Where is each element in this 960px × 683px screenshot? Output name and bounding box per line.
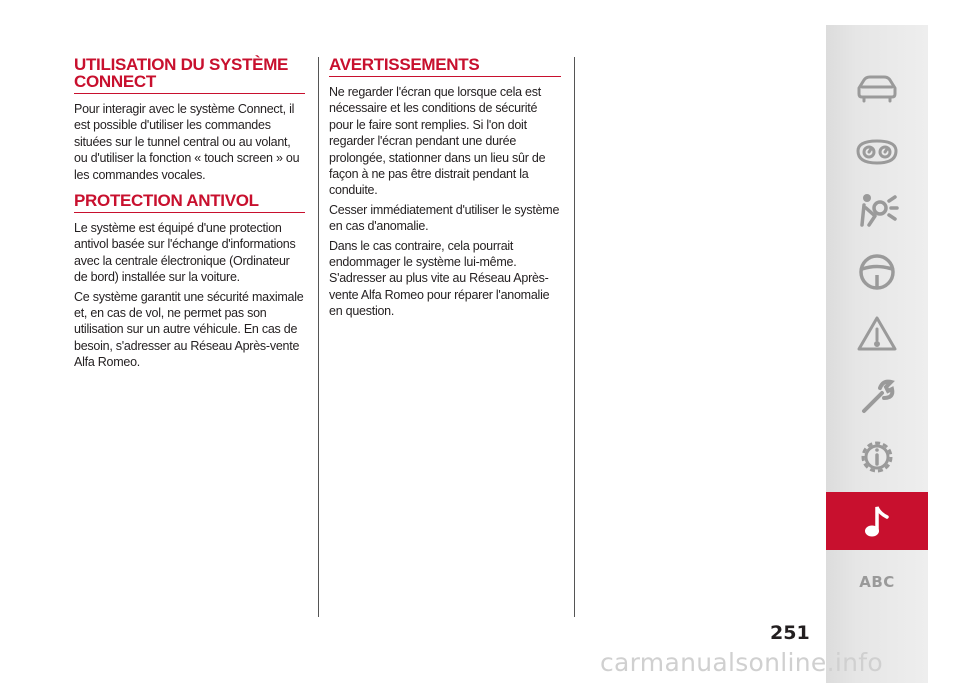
- paragraph: Dans le cas contraire, cela pourrait endommager le système lui-même. S'adresser au plus vite au Réseau Après-vente Alfa Romeo pour réparer l'anomalie en question.: [329, 238, 550, 319]
- paragraph: Pour interagir avec le système Connect, il est possible d'utiliser les commandes situées sur le tunnel central ou au volant, ou d'utiliser la fonction « touch screen » ou les commandes vocales.: [74, 102, 300, 182]
- left-column: [74, 56, 305, 374]
- paragraph: Le système est équipé d'une protection antivol basée sur l'échange d'informations avec la centrale électronique (Ordinateur de bord) installée sur la voiture.: [74, 221, 296, 285]
- paragraph: Cesser immédiatement d'utiliser le système en cas d'anomalie.: [329, 202, 560, 234]
- abc-index[interactable]: [826, 553, 928, 611]
- watermark: carmanualsonline.info: [600, 648, 883, 677]
- section-body-avertissements: [329, 84, 561, 320]
- section-title-connect: UTILISATION DU SYSTÈME CONNECT: [74, 56, 305, 94]
- music-note-icon[interactable]: [826, 492, 928, 550]
- car-icon[interactable]: [826, 60, 928, 118]
- wrench-icon[interactable]: [826, 368, 928, 426]
- section-title-avertissements: AVERTISSEMENTS: [329, 56, 561, 77]
- column-divider: [318, 57, 319, 617]
- middle-column: [329, 56, 561, 323]
- column-divider: [574, 57, 575, 617]
- warning-triangle-icon[interactable]: [826, 305, 928, 363]
- section-body-connect: [74, 101, 305, 183]
- steering-wheel-icon[interactable]: [826, 243, 928, 301]
- gear-info-icon[interactable]: [826, 428, 928, 486]
- dashboard-icon[interactable]: [826, 123, 928, 181]
- paragraph: Ne regarder l'écran que lorsque cela est nécessaire et les conditions de sécurité pour le faire sont remplies. Si l'on doit regarder l'écran pendant une durée prolongée, stationner dans un lieu sûr de façon à ne pas être distrait pendant la conduite.: [329, 85, 546, 198]
- section-title-antivol: PROTECTION ANTIVOL: [74, 192, 305, 213]
- chapter-sidebar: [826, 25, 928, 683]
- paragraph: Ce système garantit une sécurité maximale et, en cas de vol, ne permet pas son utilisation sur un autre véhicule. En cas de besoin, s'adresser au Réseau Après-vente Alfa Romeo.: [74, 289, 304, 370]
- section-body-antivol: [74, 220, 305, 371]
- airbag-seat-icon[interactable]: [826, 182, 928, 240]
- abc-label: ABC: [859, 573, 895, 591]
- page-number: 251: [770, 622, 810, 644]
